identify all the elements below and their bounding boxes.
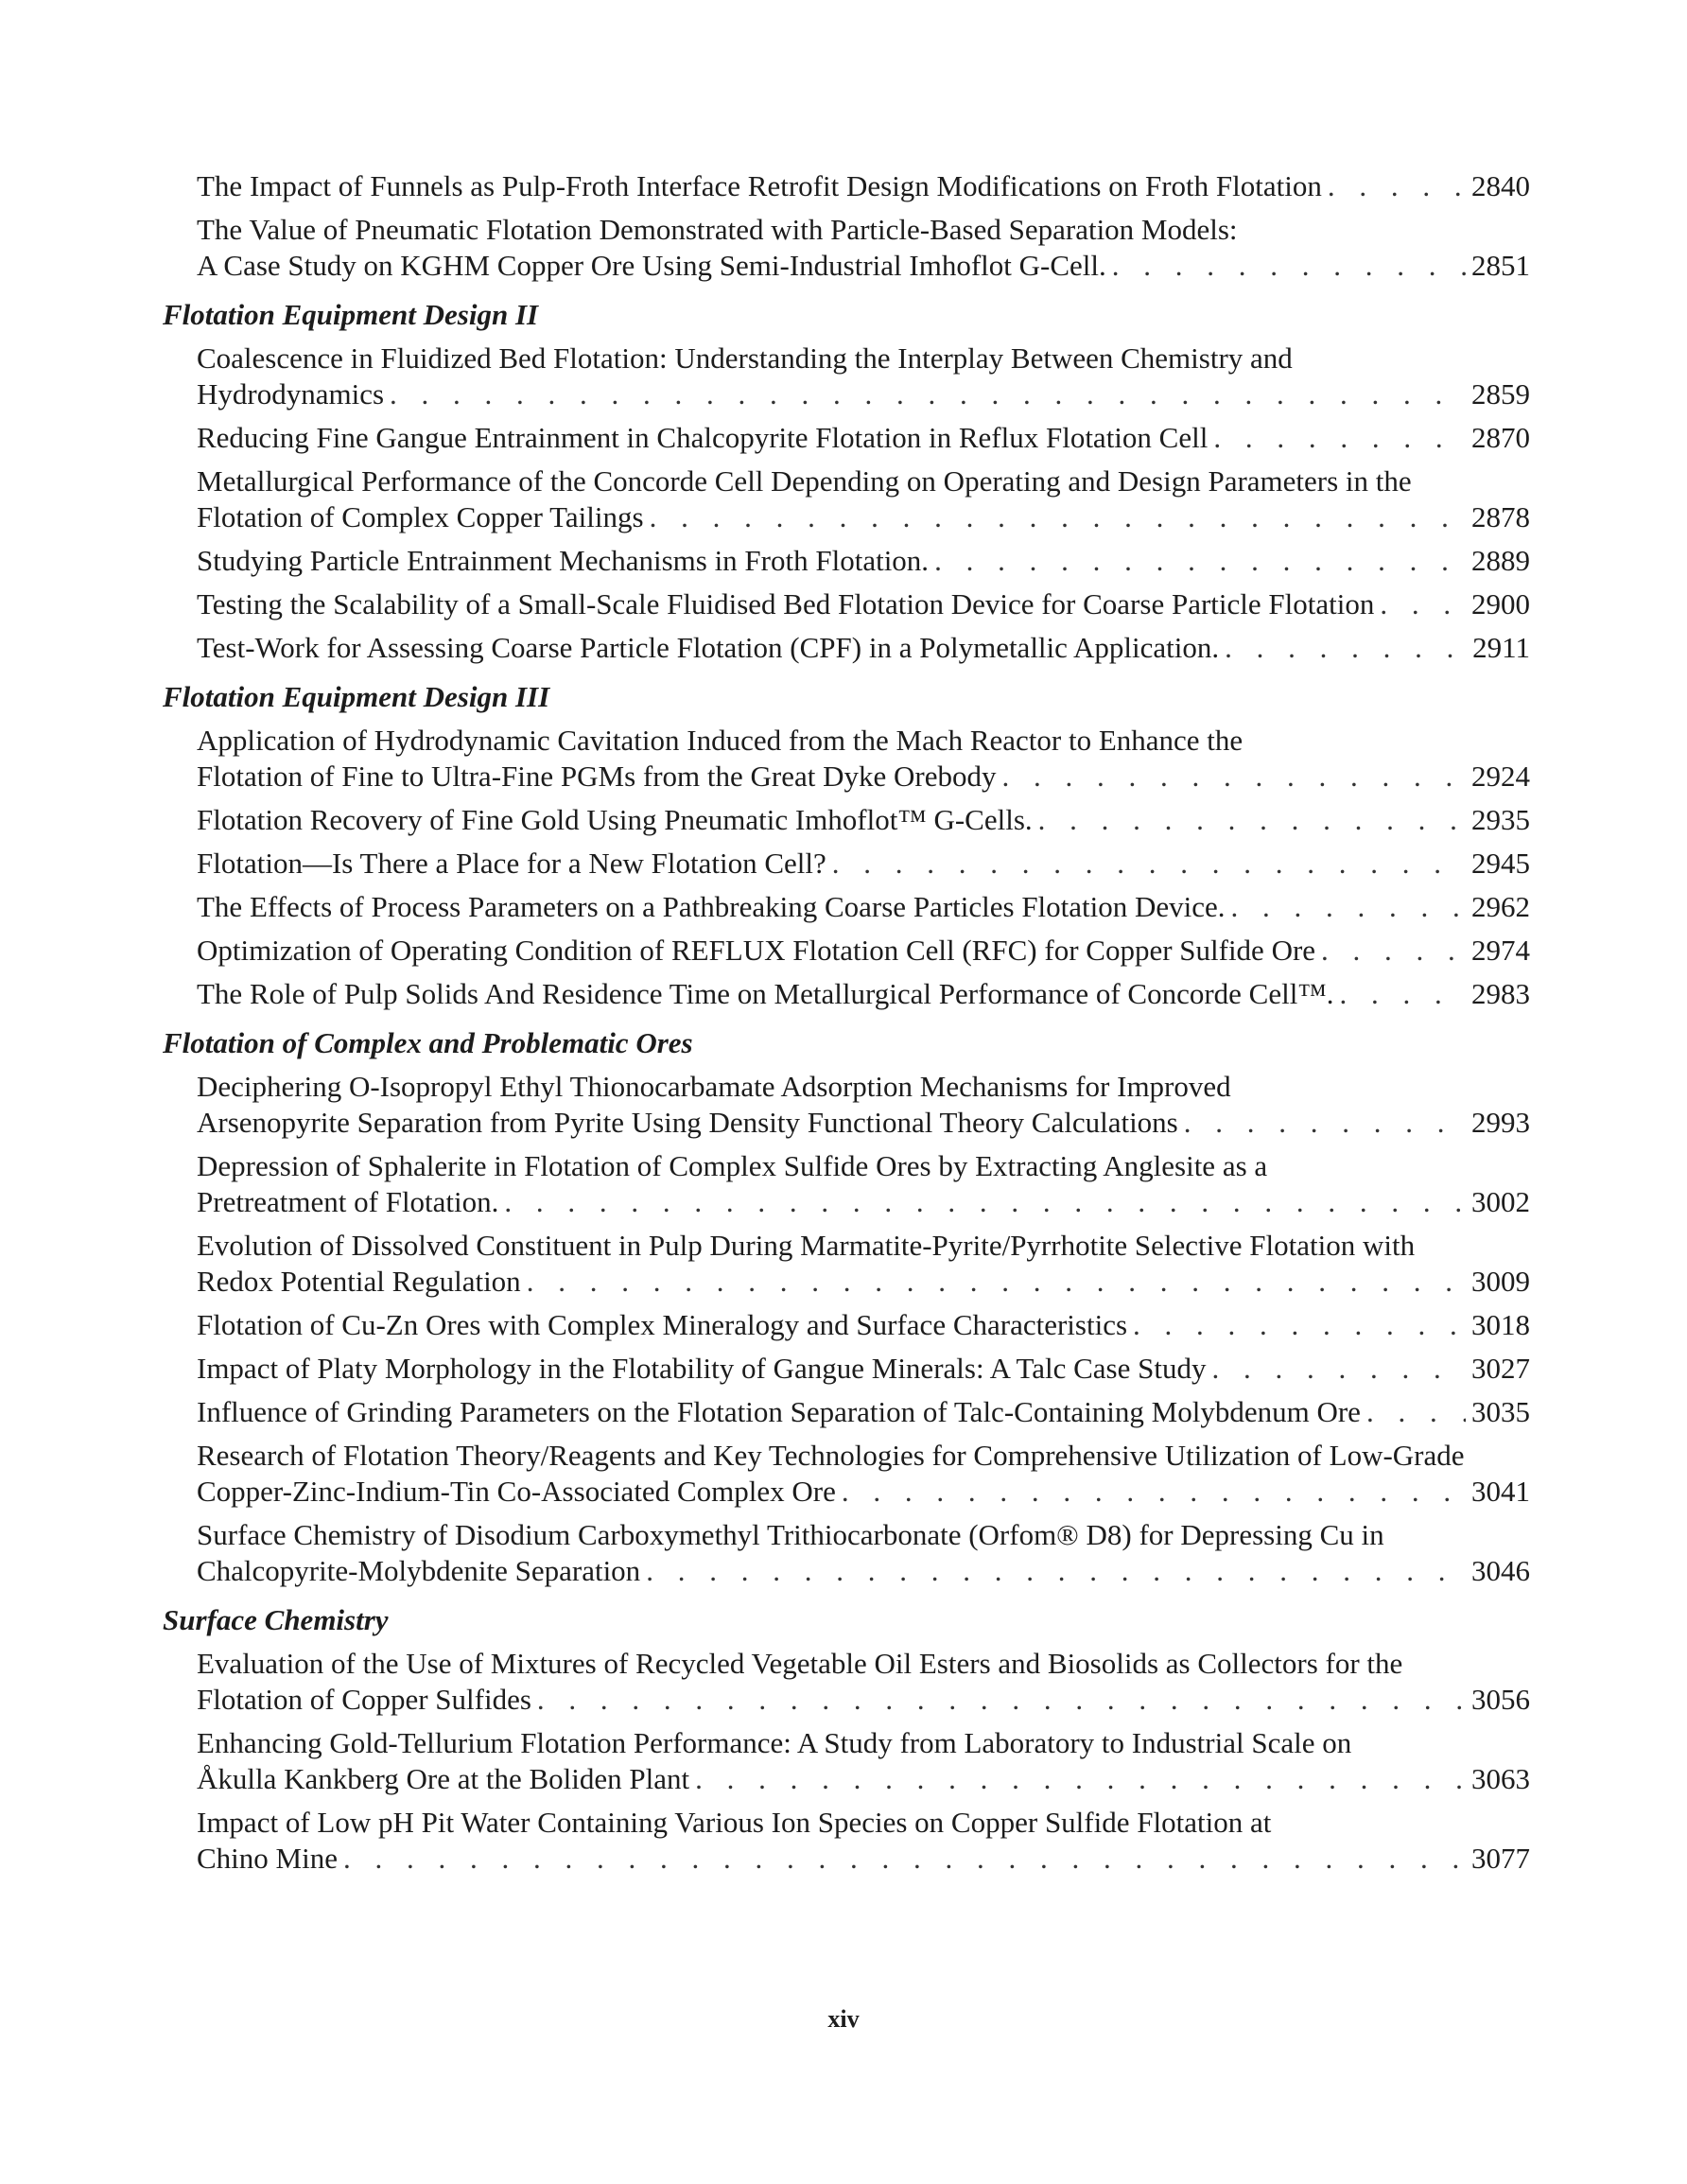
toc-section bbox=[163, 297, 1530, 666]
toc-entry[interactable] bbox=[197, 802, 1530, 838]
entry-last-line bbox=[197, 1351, 1530, 1387]
toc-entry[interactable] bbox=[197, 1351, 1530, 1387]
dot-leader bbox=[1328, 168, 1466, 204]
toc-section bbox=[163, 1025, 1530, 1589]
dot-leader bbox=[1212, 1351, 1467, 1387]
toc-entry[interactable] bbox=[197, 846, 1530, 882]
entry-last-line bbox=[197, 759, 1530, 795]
entry-title-line: The Role of Pulp Solids And Residence Time on Metallurgical Performance of Concorde Cell™. bbox=[197, 977, 1334, 1010]
dot-leader bbox=[1213, 420, 1466, 456]
page-number: 3035 bbox=[1471, 1395, 1530, 1428]
page-folio: xiv bbox=[827, 2005, 860, 2033]
entry-title-line: Metallurgical Performance of the Concorde Cell Depending on Operating and Design Parameters in the bbox=[197, 464, 1412, 498]
toc-entry[interactable] bbox=[197, 1646, 1530, 1718]
entry-last-line bbox=[197, 802, 1530, 838]
page-number: 3046 bbox=[1471, 1554, 1530, 1587]
toc-entry[interactable] bbox=[197, 889, 1530, 925]
entry-last-line bbox=[197, 1841, 1530, 1877]
entry-title-line: Studying Particle Entrainment Mechanisms in Froth Flotation. bbox=[197, 544, 930, 577]
section-heading: Flotation Equipment Design III bbox=[163, 680, 550, 713]
page-number: 2924 bbox=[1471, 760, 1530, 793]
toc-entry[interactable] bbox=[197, 1517, 1530, 1589]
section-heading: Flotation Equipment Design II bbox=[163, 298, 539, 331]
entry-title-line: Flotation of Copper Sulfides bbox=[197, 1683, 531, 1716]
page-number: 3009 bbox=[1471, 1265, 1530, 1298]
dot-leader bbox=[1321, 933, 1466, 969]
dot-leader bbox=[695, 1761, 1466, 1797]
entry-last-line bbox=[197, 1761, 1530, 1797]
entry-title-line: A Case Study on KGHM Copper Ore Using Semi-Industrial Imhoflot G-Cell. bbox=[197, 249, 1106, 282]
dot-leader bbox=[1225, 630, 1467, 666]
dot-leader bbox=[343, 1841, 1466, 1877]
entry-title-line: Testing the Scalability of a Small-Scale Fluidised Bed Flotation Device for Coarse Particle Flotation bbox=[197, 587, 1375, 620]
toc-entry[interactable] bbox=[197, 586, 1530, 622]
entry-last-line bbox=[197, 248, 1530, 284]
toc-entry[interactable] bbox=[197, 543, 1530, 579]
entry-title-line: Surface Chemistry of Disodium Carboxymethyl Trithiocarbonate (Orfom® D8) for Depressing Cu in bbox=[197, 1518, 1384, 1551]
entry-last-line bbox=[197, 543, 1530, 579]
entry-title-line: Reducing Fine Gangue Entrainment in Chalcopyrite Flotation in Reflux Flotation Cell bbox=[197, 421, 1209, 454]
entry-last-line bbox=[197, 1394, 1530, 1430]
page-number: 3077 bbox=[1471, 1842, 1530, 1875]
toc-entry[interactable] bbox=[197, 1805, 1530, 1877]
toc-entry[interactable] bbox=[197, 630, 1530, 666]
page-number: 2900 bbox=[1471, 587, 1530, 620]
entry-title-line: Pretreatment of Flotation. bbox=[197, 1185, 499, 1218]
toc-entry[interactable] bbox=[197, 1148, 1530, 1220]
entry-title-line: Åkulla Kankberg Ore at the Boliden Plant bbox=[197, 1762, 690, 1795]
toc-entry[interactable] bbox=[197, 1725, 1530, 1797]
dot-leader bbox=[832, 846, 1466, 882]
toc-entry[interactable] bbox=[197, 1438, 1530, 1510]
dot-leader bbox=[1231, 889, 1466, 925]
page-number: 2945 bbox=[1471, 847, 1530, 880]
entry-title-line: Evaluation of the Use of Mixtures of Recycled Vegetable Oil Esters and Biosolids as Collectors for the bbox=[197, 1647, 1403, 1680]
entry-last-line bbox=[197, 1474, 1530, 1510]
entry-last-line bbox=[197, 499, 1530, 535]
page-number: 3056 bbox=[1471, 1683, 1530, 1716]
page-number: 3041 bbox=[1471, 1475, 1530, 1508]
dot-leader bbox=[1001, 759, 1466, 795]
section-heading: Surface Chemistry bbox=[163, 1603, 389, 1636]
entry-last-line bbox=[197, 420, 1530, 456]
dot-leader bbox=[842, 1474, 1466, 1510]
toc-entry[interactable] bbox=[197, 1069, 1530, 1141]
entry-last-line bbox=[197, 376, 1530, 412]
section-heading: Flotation of Complex and Problematic Ores bbox=[163, 1026, 693, 1059]
entry-title-line: Influence of Grinding Parameters on the Flotation Separation of Talc-Containing Molybdenum Ore bbox=[197, 1395, 1361, 1428]
entry-last-line bbox=[197, 630, 1530, 666]
entry-last-line bbox=[197, 976, 1530, 1012]
entry-last-line bbox=[197, 168, 1530, 204]
entry-title-line: Hydrodynamics bbox=[197, 377, 385, 411]
entry-last-line bbox=[197, 1682, 1530, 1718]
entry-title-line: Chalcopyrite-Molybdenite Separation bbox=[197, 1554, 641, 1587]
page-number: 2889 bbox=[1471, 544, 1530, 577]
entry-title-line: Flotation of Complex Copper Tailings bbox=[197, 500, 644, 533]
entry-title-line: Copper-Zinc-Indium-Tin Co-Associated Complex Ore bbox=[197, 1475, 836, 1508]
page-number: 2983 bbox=[1471, 977, 1530, 1010]
toc-entry[interactable] bbox=[197, 420, 1530, 456]
dot-leader bbox=[1133, 1307, 1466, 1343]
page-number: 2878 bbox=[1471, 500, 1530, 533]
toc-entry[interactable] bbox=[197, 933, 1530, 969]
toc-entry[interactable] bbox=[197, 463, 1530, 535]
toc-section bbox=[163, 679, 1530, 1012]
entry-title-line: Deciphering O-Isopropyl Ethyl Thionocarbamate Adsorption Mechanisms for Improved bbox=[197, 1070, 1231, 1103]
entry-last-line bbox=[197, 1184, 1530, 1220]
entry-last-line bbox=[197, 1553, 1530, 1589]
dot-leader bbox=[646, 1553, 1466, 1589]
entry-title-line: Flotation Recovery of Fine Gold Using Pneumatic Imhoflot™ G-Cells. bbox=[197, 803, 1033, 836]
table-of-contents bbox=[163, 168, 1530, 1884]
page-number: 2870 bbox=[1471, 421, 1530, 454]
entry-last-line bbox=[197, 586, 1530, 622]
page-number: 2935 bbox=[1471, 803, 1530, 836]
dot-leader bbox=[527, 1264, 1466, 1300]
entry-title-line: Redox Potential Regulation bbox=[197, 1265, 521, 1298]
page-number: 3027 bbox=[1471, 1352, 1530, 1385]
entry-title-line: The Value of Pneumatic Flotation Demonstrated with Particle-Based Separation Models: bbox=[197, 213, 1238, 246]
dot-leader bbox=[390, 376, 1466, 412]
entry-title-line: Impact of Low pH Pit Water Containing Various Ion Species on Copper Sulfide Flotation at bbox=[197, 1806, 1272, 1839]
toc-section bbox=[163, 168, 1530, 284]
entry-last-line bbox=[197, 1105, 1530, 1141]
entry-title-line: Flotation of Fine to Ultra-Fine PGMs from the Great Dyke Orebody bbox=[197, 760, 997, 793]
dot-leader bbox=[1380, 586, 1466, 622]
toc-entry[interactable] bbox=[197, 168, 1530, 204]
entry-last-line bbox=[197, 1307, 1530, 1343]
page-number: 2911 bbox=[1472, 631, 1530, 664]
entry-title-line: Flotation—Is There a Place for a New Flotation Cell? bbox=[197, 847, 826, 880]
page-number: 2840 bbox=[1471, 169, 1530, 202]
page-number: 2851 bbox=[1471, 249, 1530, 282]
page-number: 2993 bbox=[1471, 1106, 1530, 1139]
dot-leader bbox=[1184, 1105, 1466, 1141]
entry-title-line: Test-Work for Assessing Coarse Particle Flotation (CPF) in a Polymetallic Application. bbox=[197, 631, 1220, 664]
entry-last-line bbox=[197, 889, 1530, 925]
toc-entry[interactable] bbox=[197, 723, 1530, 795]
entry-last-line bbox=[197, 933, 1530, 969]
toc-entry[interactable] bbox=[197, 1228, 1530, 1300]
entry-title-line: Enhancing Gold-Tellurium Flotation Performance: A Study from Laboratory to Industrial Scale on bbox=[197, 1726, 1352, 1759]
entry-title-line: Impact of Platy Morphology in the Flotability of Gangue Minerals: A Talc Case Study bbox=[197, 1352, 1207, 1385]
entry-title-line: Flotation of Cu-Zn Ores with Complex Mineralogy and Surface Characteristics bbox=[197, 1308, 1128, 1341]
page-number: 3063 bbox=[1471, 1762, 1530, 1795]
toc-entry[interactable] bbox=[197, 1307, 1530, 1343]
entry-last-line bbox=[197, 1264, 1530, 1300]
dot-leader bbox=[1112, 248, 1466, 284]
page-number: 2859 bbox=[1471, 377, 1530, 411]
page-number: 2962 bbox=[1471, 890, 1530, 923]
entry-title-line: Depression of Sphalerite in Flotation of Complex Sulfide Ores by Extracting Anglesite as a bbox=[197, 1149, 1268, 1182]
page-number: 2974 bbox=[1471, 934, 1530, 967]
page-number: 3002 bbox=[1471, 1185, 1530, 1218]
toc-entry[interactable] bbox=[197, 341, 1530, 412]
entry-title-line: Research of Flotation Theory/Reagents and Key Technologies for Comprehensive Utilization of Low-Grade bbox=[197, 1439, 1465, 1472]
dot-leader bbox=[1038, 802, 1466, 838]
toc-entry[interactable] bbox=[197, 212, 1530, 284]
page-number: 3018 bbox=[1471, 1308, 1530, 1341]
entry-last-line bbox=[197, 846, 1530, 882]
toc-section bbox=[163, 1602, 1530, 1877]
entry-title-line: Evolution of Dissolved Constituent in Pulp During Marmatite-Pyrite/Pyrrhotite Selective Flotation with bbox=[197, 1229, 1416, 1262]
dot-leader bbox=[934, 543, 1466, 579]
entry-title-line: The Effects of Process Parameters on a Pathbreaking Coarse Particles Flotation Device. bbox=[197, 890, 1226, 923]
dot-leader bbox=[1366, 1394, 1466, 1430]
toc-entry[interactable] bbox=[197, 1394, 1530, 1430]
dot-leader bbox=[504, 1184, 1466, 1220]
entry-title-line: Coalescence in Fluidized Bed Flotation: Understanding the Interplay Between Chemistry and bbox=[197, 341, 1293, 375]
dot-leader bbox=[1339, 976, 1466, 1012]
entry-title-line: The Impact of Funnels as Pulp-Froth Interface Retrofit Design Modifications on Froth Flotation bbox=[197, 169, 1322, 202]
dot-leader bbox=[650, 499, 1466, 535]
entry-title-line: Chino Mine bbox=[197, 1842, 338, 1875]
dot-leader bbox=[537, 1682, 1466, 1718]
entry-title-line: Application of Hydrodynamic Cavitation Induced from the Mach Reactor to Enhance the bbox=[197, 724, 1244, 757]
toc-entry[interactable] bbox=[197, 976, 1530, 1012]
entry-title-line: Optimization of Operating Condition of REFLUX Flotation Cell (RFC) for Copper Sulfide Ore bbox=[197, 934, 1316, 967]
entry-title-line: Arsenopyrite Separation from Pyrite Using Density Functional Theory Calculations bbox=[197, 1106, 1178, 1139]
